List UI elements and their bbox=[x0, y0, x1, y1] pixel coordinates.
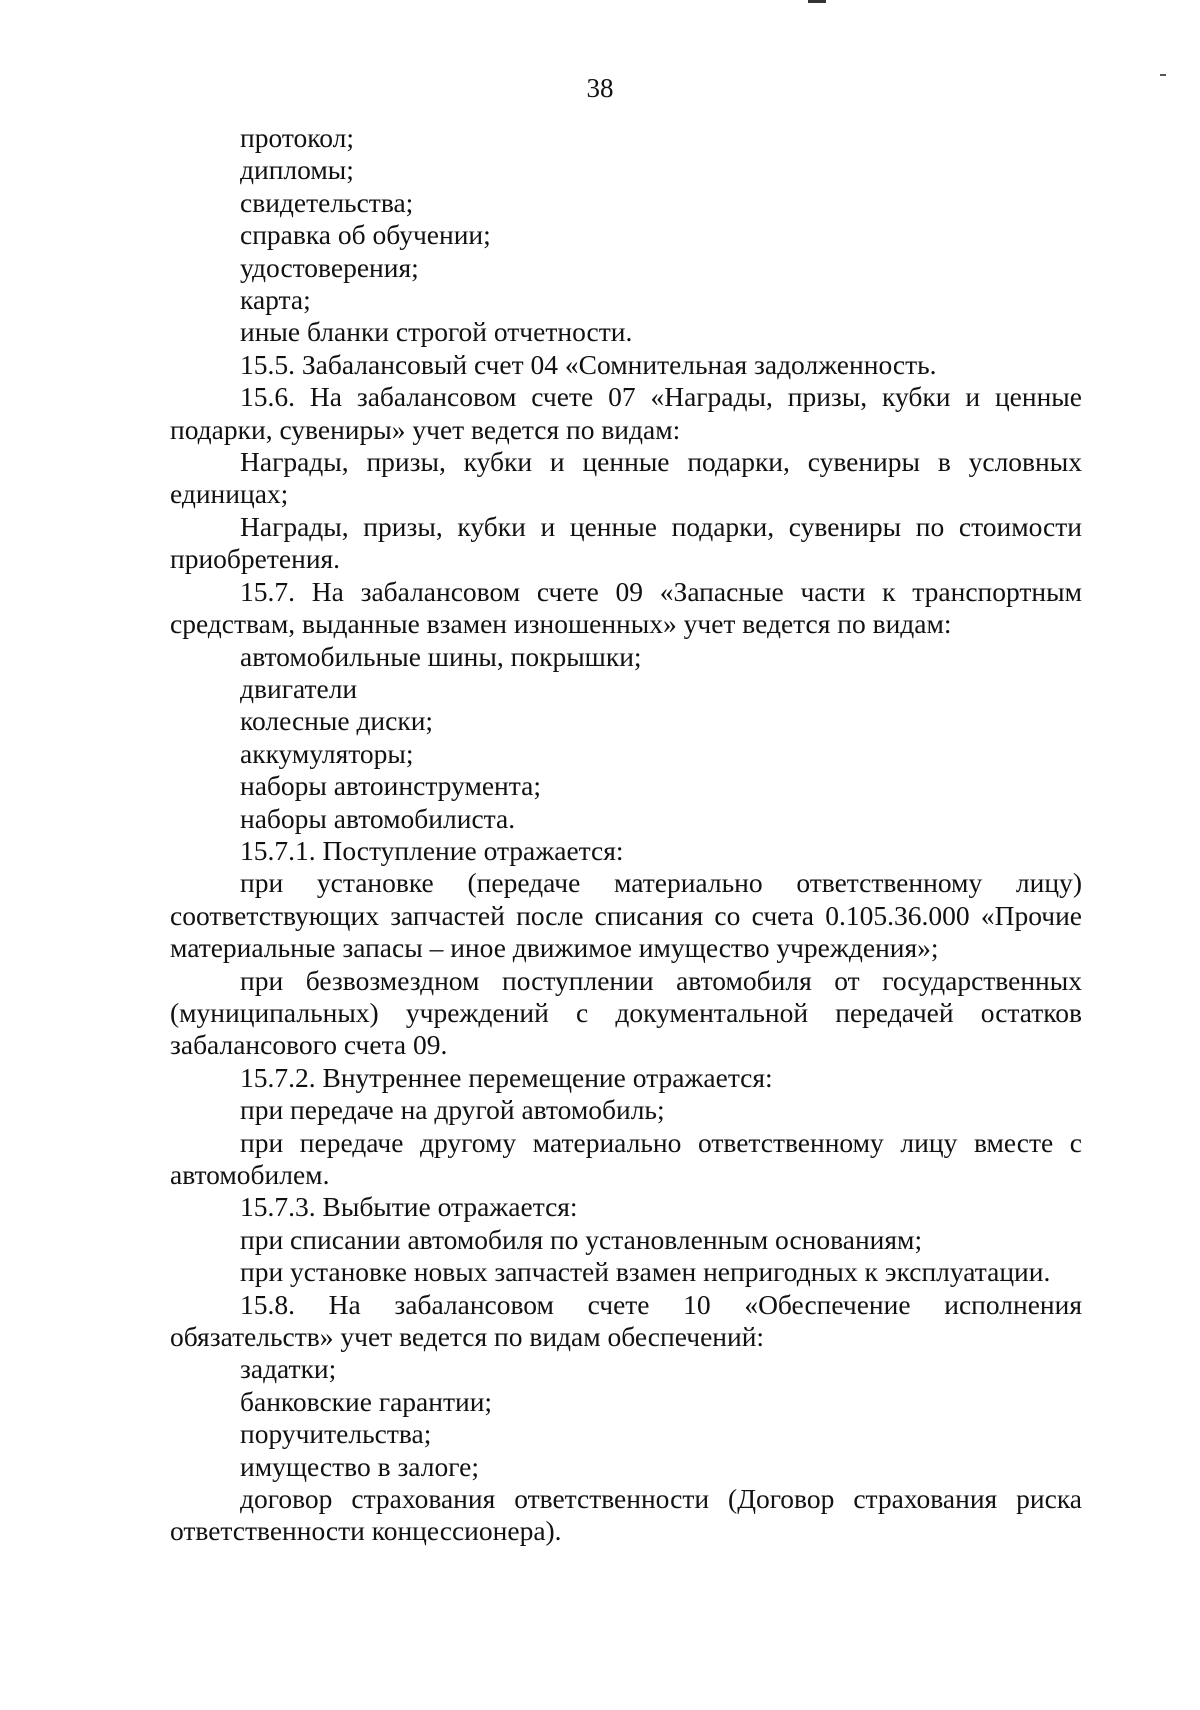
list-item-other-forms: иные бланки строгой отчетности. bbox=[240, 316, 633, 348]
list-item-liability-insurance: договор страхования ответственности (Договор страхования риска ответственности концессионера). bbox=[170, 1483, 1082, 1547]
list-item-bank-guarantees: банковские гарантии; bbox=[240, 1385, 493, 1417]
paragraph-transfer-vehicle: при передаче на другой автомобиль; bbox=[240, 1094, 665, 1126]
paragraph-awards-units: Награды, призы, кубки и ценные подарки, сувениры в условных единицах; bbox=[170, 446, 1082, 510]
list-item-tool-kits: наборы автоинструмента; bbox=[240, 770, 541, 802]
list-item-wheel-disks: колесные диски; bbox=[240, 705, 434, 737]
list-item-sureties: поручительства; bbox=[240, 1418, 432, 1450]
list-item-training-reference: справка об обучении; bbox=[240, 219, 491, 251]
section-15-7-2: 15.7.2. Внутреннее перемещение отражается: bbox=[240, 1061, 773, 1093]
list-item-deposits: задатки; bbox=[240, 1353, 337, 1385]
list-item-identity-cards: удостоверения; bbox=[240, 251, 419, 283]
list-item-protocol: протокол; bbox=[240, 122, 354, 153]
paragraph-receipt-gratuitous: при безвозмездном поступлении автомобиля от государственных (муниципальных) учреждений с документальной передачей остатков забалансового счета 09. bbox=[170, 964, 1082, 1061]
section-15-8: 15.8. На забалансовом счете 10 «Обеспечение исполнения обязательств» учет ведется по видам обеспечений: bbox=[170, 1288, 1082, 1353]
document-body bbox=[170, 122, 1082, 1548]
list-item-tires: автомобильные шины, покрышки; bbox=[240, 640, 642, 672]
section-15-5: 15.5. Забалансовый счет 04 «Сомнительная задолженность. bbox=[240, 348, 937, 380]
list-item-batteries: аккумуляторы; bbox=[240, 737, 414, 769]
section-15-7: 15.7. На забалансовом счете 09 «Запасные части к транспортным средствам, выданные взамен изношенных» учет ведется по видам: bbox=[170, 575, 1082, 640]
scan-mark-top bbox=[808, 0, 826, 3]
list-item-motorist-kits: наборы автомобилиста. bbox=[240, 802, 516, 834]
paragraph-disposal-replacement: при установке новых запчастей взамен непригодных к эксплуатации. bbox=[240, 1256, 1051, 1288]
section-15-7-1: 15.7.1. Поступление отражается: bbox=[240, 834, 624, 866]
list-item-diplomas: дипломы; bbox=[240, 154, 354, 186]
paragraph-awards-cost: Награды, призы, кубки и ценные подарки, сувениры по стоимости приобретения. bbox=[170, 510, 1082, 575]
paragraph-disposal-writeoff: при списании автомобиля по установленным основаниям; bbox=[240, 1223, 923, 1255]
list-item-certificates: свидетельства; bbox=[240, 186, 414, 218]
list-item-engines: двигатели bbox=[240, 672, 358, 704]
page-number: 38 bbox=[586, 73, 614, 103]
section-15-7-3: 15.7.3. Выбытие отражается: bbox=[240, 1191, 578, 1223]
section-15-6: 15.6. На забалансовом счете 07 «Награды, призы, кубки и ценные подарки, сувениры» учет ведется по видам: bbox=[170, 381, 1082, 445]
list-item-pledged-property: имущество в залоге; bbox=[240, 1450, 479, 1482]
list-item-card: карта; bbox=[240, 284, 311, 316]
paragraph-receipt-installation: при установке (передаче материально ответственному лицу) соответствующих запчастей после списания со счета 0.105.36.000 «Прочие материальные запасы – иное движимое имущество учреждения»; bbox=[170, 867, 1082, 964]
paragraph-transfer-person: при передаче другому материально ответственному лицу вместе с автомобилем. bbox=[170, 1126, 1082, 1190]
